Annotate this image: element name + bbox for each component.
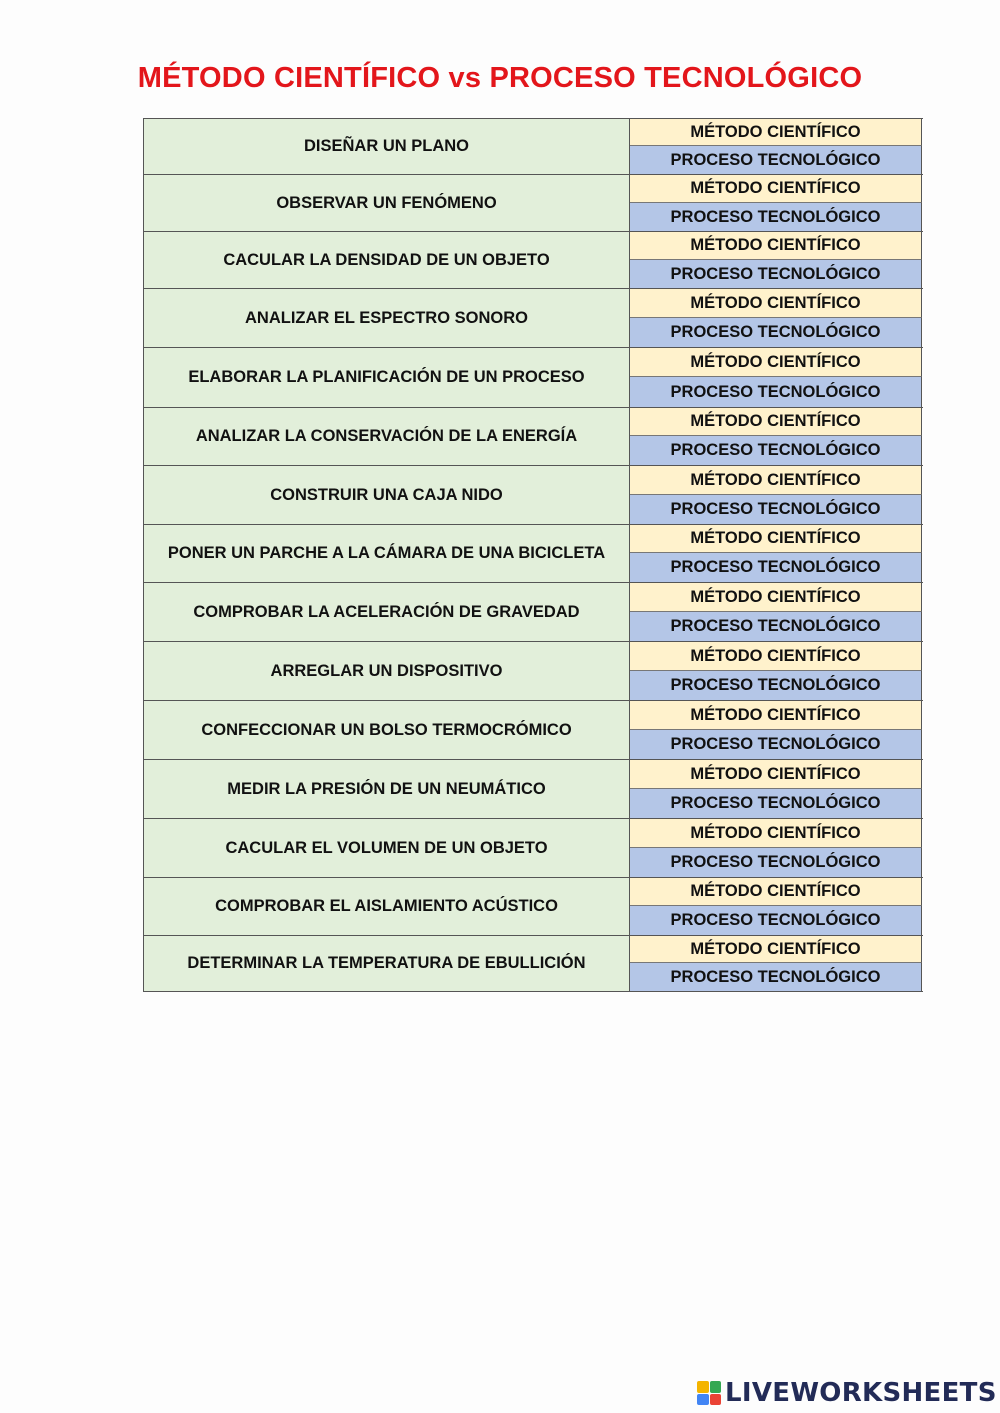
table-row	[143, 583, 923, 642]
option-proceso-tecnologico[interactable]: PROCESO TECNOLÓGICO	[630, 671, 922, 700]
answer-options	[630, 525, 922, 582]
liveworksheets-logo	[697, 1378, 997, 1408]
answer-options	[630, 408, 922, 465]
table-row	[143, 701, 923, 760]
activity-label: COMPROBAR LA ACELERACIÓN DE GRAVEDAD	[143, 583, 630, 641]
option-proceso-tecnologico[interactable]: PROCESO TECNOLÓGICO	[630, 146, 922, 174]
table-row	[143, 525, 923, 583]
option-metodo-cientifico[interactable]: MÉTODO CIENTÍFICO	[630, 878, 922, 906]
activity-label: ANALIZAR EL ESPECTRO SONORO	[143, 289, 630, 347]
option-proceso-tecnologico[interactable]: PROCESO TECNOLÓGICO	[630, 553, 922, 582]
answer-options	[630, 642, 922, 700]
answer-options	[630, 878, 922, 935]
option-proceso-tecnologico[interactable]: PROCESO TECNOLÓGICO	[630, 848, 922, 877]
activity-table	[143, 118, 923, 992]
option-metodo-cientifico[interactable]: MÉTODO CIENTÍFICO	[630, 408, 922, 436]
option-metodo-cientifico[interactable]: MÉTODO CIENTÍFICO	[630, 119, 922, 146]
option-metodo-cientifico[interactable]: MÉTODO CIENTÍFICO	[630, 289, 922, 318]
option-proceso-tecnologico[interactable]: PROCESO TECNOLÓGICO	[630, 963, 922, 991]
table-row	[143, 348, 923, 408]
liveworksheets-logo-icon	[697, 1381, 721, 1405]
activity-label: DISEÑAR UN PLANO	[143, 119, 630, 174]
table-row	[143, 175, 923, 232]
option-metodo-cientifico[interactable]: MÉTODO CIENTÍFICO	[630, 525, 922, 553]
option-proceso-tecnologico[interactable]: PROCESO TECNOLÓGICO	[630, 203, 922, 231]
answer-options	[630, 175, 922, 231]
option-metodo-cientifico[interactable]: MÉTODO CIENTÍFICO	[630, 175, 922, 203]
option-proceso-tecnologico[interactable]: PROCESO TECNOLÓGICO	[630, 436, 922, 465]
table-row	[143, 289, 923, 348]
table-row	[143, 642, 923, 701]
table-row	[143, 408, 923, 466]
answer-options	[630, 289, 922, 347]
table-row	[143, 819, 923, 878]
option-proceso-tecnologico[interactable]: PROCESO TECNOLÓGICO	[630, 260, 922, 288]
table-row	[143, 466, 923, 525]
option-metodo-cientifico[interactable]: MÉTODO CIENTÍFICO	[630, 348, 922, 377]
option-metodo-cientifico[interactable]: MÉTODO CIENTÍFICO	[630, 760, 922, 789]
activity-label: COMPROBAR EL AISLAMIENTO ACÚSTICO	[143, 878, 630, 935]
answer-options	[630, 232, 922, 288]
activity-label: ARREGLAR UN DISPOSITIVO	[143, 642, 630, 700]
answer-options	[630, 819, 922, 877]
answer-options	[630, 466, 922, 524]
option-metodo-cientifico[interactable]: MÉTODO CIENTÍFICO	[630, 232, 922, 260]
table-row	[143, 878, 923, 936]
activity-label: CACULAR LA DENSIDAD DE UN OBJETO	[143, 232, 630, 288]
option-metodo-cientifico[interactable]: MÉTODO CIENTÍFICO	[630, 466, 922, 495]
table-row	[143, 232, 923, 289]
answer-options	[630, 701, 922, 759]
option-proceso-tecnologico[interactable]: PROCESO TECNOLÓGICO	[630, 730, 922, 759]
answer-options	[630, 583, 922, 641]
option-proceso-tecnologico[interactable]: PROCESO TECNOLÓGICO	[630, 789, 922, 818]
option-metodo-cientifico[interactable]: MÉTODO CIENTÍFICO	[630, 819, 922, 848]
option-proceso-tecnologico[interactable]: PROCESO TECNOLÓGICO	[630, 495, 922, 524]
activity-label: DETERMINAR LA TEMPERATURA DE EBULLICIÓN	[143, 936, 630, 991]
activity-label: CONSTRUIR UNA CAJA NIDO	[143, 466, 630, 524]
option-proceso-tecnologico[interactable]: PROCESO TECNOLÓGICO	[630, 377, 922, 407]
page-title: MÉTODO CIENTÍFICO vs PROCESO TECNOLÓGICO	[137, 62, 863, 94]
table-row	[143, 119, 923, 175]
option-proceso-tecnologico[interactable]: PROCESO TECNOLÓGICO	[630, 906, 922, 935]
activity-label: ANALIZAR LA CONSERVACIÓN DE LA ENERGÍA	[143, 408, 630, 465]
answer-options	[630, 936, 922, 991]
activity-label: MEDIR LA PRESIÓN DE UN NEUMÁTICO	[143, 760, 630, 818]
option-metodo-cientifico[interactable]: MÉTODO CIENTÍFICO	[630, 583, 922, 612]
table-row	[143, 936, 923, 992]
activity-label: ELABORAR LA PLANIFICACIÓN DE UN PROCESO	[143, 348, 630, 407]
answer-options	[630, 119, 922, 174]
option-proceso-tecnologico[interactable]: PROCESO TECNOLÓGICO	[630, 318, 922, 347]
option-metodo-cientifico[interactable]: MÉTODO CIENTÍFICO	[630, 936, 922, 963]
option-metodo-cientifico[interactable]: MÉTODO CIENTÍFICO	[630, 642, 922, 671]
activity-label: PONER UN PARCHE A LA CÁMARA DE UNA BICICLETA	[143, 525, 630, 582]
activity-label: CONFECCIONAR UN BOLSO TERMOCRÓMICO	[143, 701, 630, 759]
brand-name: LIVEWORKSHEETS	[725, 1378, 997, 1408]
option-proceso-tecnologico[interactable]: PROCESO TECNOLÓGICO	[630, 612, 922, 641]
option-metodo-cientifico[interactable]: MÉTODO CIENTÍFICO	[630, 701, 922, 730]
answer-options	[630, 348, 922, 407]
activity-label: OBSERVAR UN FENÓMENO	[143, 175, 630, 231]
activity-label: CACULAR EL VOLUMEN DE UN OBJETO	[143, 819, 630, 877]
answer-options	[630, 760, 922, 818]
table-row	[143, 760, 923, 819]
